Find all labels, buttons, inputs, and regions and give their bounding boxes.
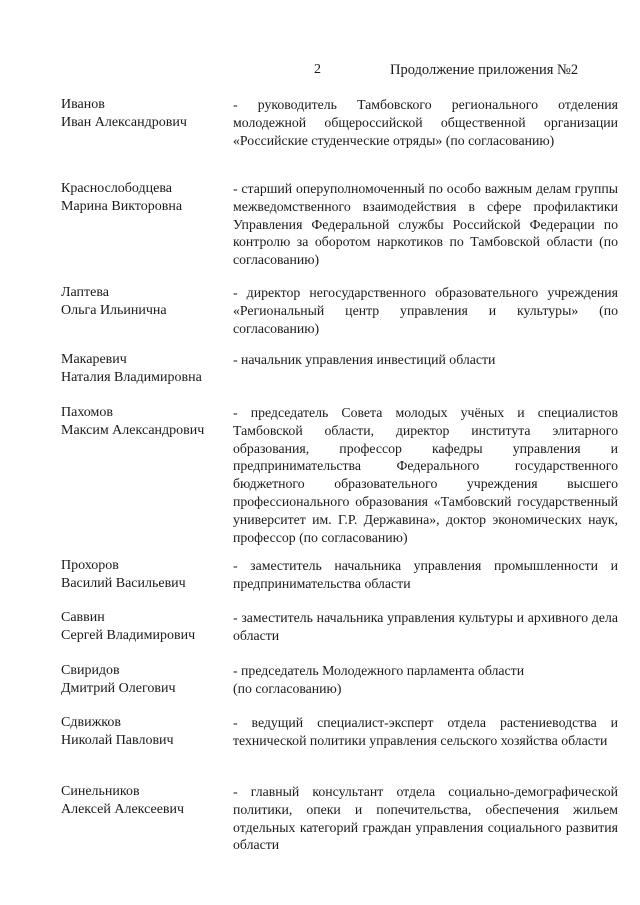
member-name (61, 557, 231, 593)
member-name (61, 783, 231, 819)
member-role-line: - председатель Молодежного парламента области (233, 663, 525, 678)
member-surname: Свиридов (61, 663, 120, 678)
member-name (61, 404, 231, 440)
member-surname: Синельников (61, 784, 140, 799)
member-surname: Саввин (61, 610, 105, 625)
member-surname: Сдвижков (61, 715, 121, 730)
member-surname: Иванов (61, 97, 105, 112)
member-name (61, 180, 231, 216)
member-role: - директор негосударственного образовательного учреждения «Региональный центр управления и культуры» (по согласованию) (233, 285, 618, 336)
member-given-name: Иван Александрович (61, 115, 187, 130)
member-surname: Лаптева (61, 285, 109, 300)
member-role: - старший оперуполномоченный по особо важным делам группы межведомственного взаимодействия в сфере профилактики Управления Федеральной службы Российской Федерации по контролю за оборотом наркотиков по Тамбовской области (по согласованию) (233, 181, 618, 268)
member-given-name: Максим Александрович (61, 423, 205, 438)
member-name (61, 609, 231, 645)
member-role (233, 662, 618, 698)
member-given-name: Николай Павлович (61, 733, 174, 748)
member-given-name: Дмитрий Олегович (61, 681, 176, 696)
member-given-name: Наталия Владимировна (61, 370, 202, 385)
member-given-name: Марина Викторовна (61, 199, 183, 214)
member-role: - заместитель начальника управления промышленности и предпринимательства области (233, 558, 618, 591)
member-given-name: Алексей Алексеевич (61, 802, 185, 817)
member-name (61, 96, 231, 132)
member-surname: Краснослободцева (61, 181, 172, 196)
member-given-name: Сергей Владимирович (61, 628, 196, 643)
member-role: - главный консультант отдела социально-демографической политики, опеки и попечительства, обеспечения жильем отдельных категорий граждан управления социального развития области (233, 784, 618, 853)
page-number: 2 (314, 62, 321, 77)
member-surname: Прохоров (61, 558, 119, 573)
continuation-header: Продолжение приложения №2 (390, 62, 579, 78)
member-name (61, 284, 231, 320)
member-role: - руководитель Тамбовского регионального отделения молодежной общероссийской общественной организации «Российские студенческие отряды» (по согласованию) (233, 97, 618, 148)
member-role-note: (по согласованию) (233, 680, 342, 696)
member-given-name: Василий Васильевич (61, 576, 186, 591)
member-surname: Пахомов (61, 405, 113, 420)
member-name (61, 662, 231, 698)
member-role: - заместитель начальника управления культуры и архивного дела области (233, 610, 618, 643)
member-surname: Макаревич (61, 352, 127, 367)
member-role: - ведущий специалист-эксперт отдела растениеводства и технической политики управления сельского хозяйства области (233, 715, 618, 748)
member-given-name: Ольга Ильинична (61, 303, 167, 318)
member-name (61, 714, 231, 750)
member-role: - начальник управления инвестиций области (233, 352, 496, 367)
member-name (61, 351, 231, 387)
member-role: - председатель Совета молодых учёных и специалистов Тамбовской области, директор института элитарного образования, профессор кафедры управления и предпринимательства Федерального государственного бюджетного образовательного учреждения высшего профессионального образования «Тамбовский государственный университет им. Г.Р. Державина», доктор экономических наук, профессор (по согласованию) (233, 405, 618, 545)
